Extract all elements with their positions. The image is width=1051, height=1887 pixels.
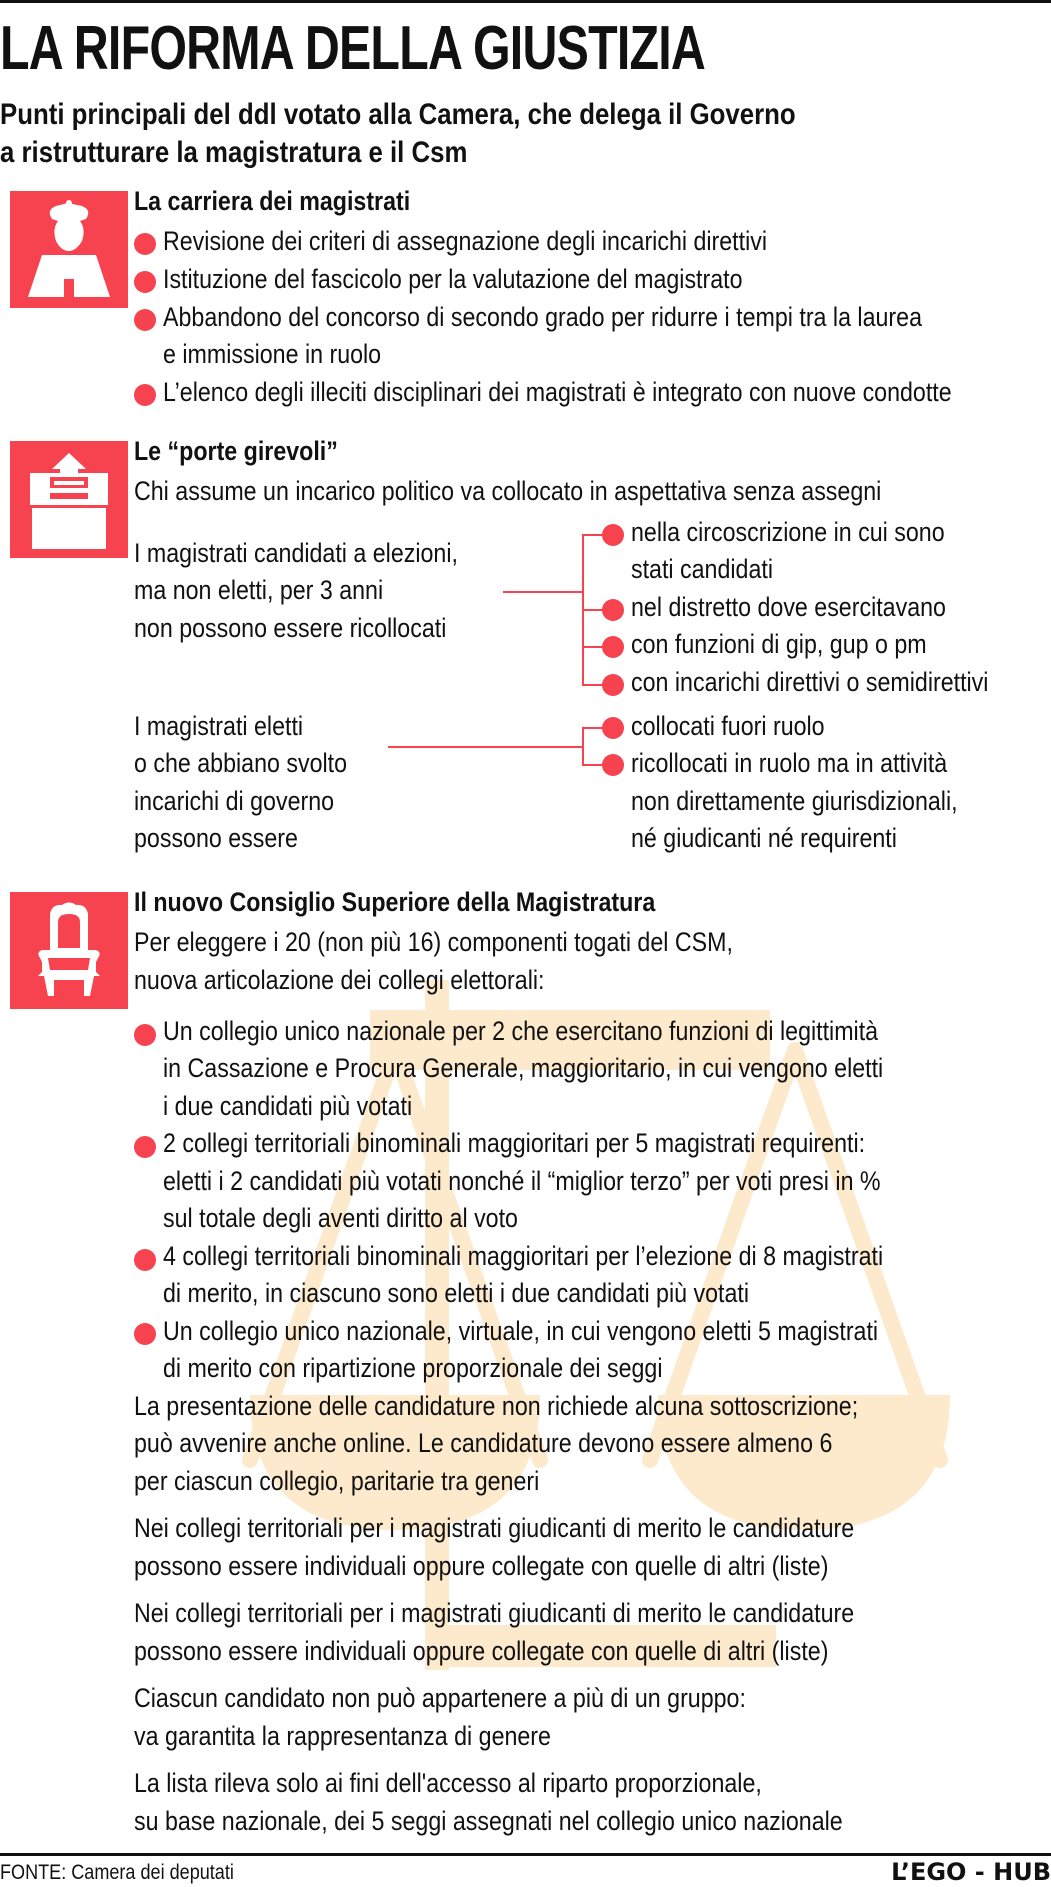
group2-lead: incarichi di governo — [134, 786, 335, 816]
career-bullet: Istituzione del fascicolo per la valutazione del magistrato — [163, 264, 743, 294]
bullet-dot — [134, 309, 156, 331]
bullet-dot — [134, 384, 156, 406]
csm-paragraph: su base nazionale, dei 5 seggi assegnati nel collegio unico nazionale — [134, 1806, 843, 1836]
bullet-dot — [602, 599, 624, 621]
csm-paragraph: possono essere individuali oppure collegate con quelle di altri (liste) — [134, 1551, 829, 1581]
group1-lead: non possono essere ricollocati — [134, 613, 447, 643]
csm-paragraph: per ciascun collegio, paritarie tra generi — [134, 1466, 540, 1496]
csm-bullet: 2 collegi territoriali binominali maggioritari per 5 magistrati requirenti: — [163, 1128, 866, 1158]
subtitle-line: Punti principali del ddl votato alla Camera, che delega il Governo — [0, 98, 796, 131]
group1-branch: con funzioni di gip, gup o pm — [631, 629, 927, 659]
connector-line — [582, 727, 584, 765]
group2-branch-cont: non direttamente giurisdizionali, — [631, 786, 958, 816]
connector-line — [503, 591, 583, 593]
career-bullet-cont: e immissione in ruolo — [163, 339, 382, 369]
csm-paragraph: va garantita la rappresentanza di genere — [134, 1721, 551, 1751]
subtitle-line: a ristrutturare la magistratura e il Csm — [0, 136, 468, 169]
csm-paragraph: possono essere individuali oppure collegate con quelle di altri (liste) — [134, 1636, 829, 1666]
csm-paragraph: La presentazione delle candidature non richiede alcuna sottoscrizione; — [134, 1391, 859, 1421]
group1-branch: con incarichi direttivi o semidirettivi — [631, 667, 989, 697]
group2-branch: ricollocati in ruolo ma in attività — [631, 748, 948, 778]
csm-bullet: 4 collegi territoriali binominali maggioritari per l’elezione di 8 magistrati — [163, 1241, 884, 1271]
bullet-dot — [134, 233, 156, 255]
group1-lead: I magistrati candidati a elezioni, — [134, 538, 458, 568]
section-title-career: La carriera dei magistrati — [134, 186, 411, 216]
throne-chair-icon — [10, 892, 128, 1009]
source-credit: FONTE: Camera dei deputati — [0, 1861, 234, 1884]
career-bullet: Abbandono del concorso di secondo grado per ridurre i tempi tra la laurea — [163, 302, 922, 332]
group2-branch-cont: né giudicanti né requirenti — [631, 823, 897, 853]
career-bullet: L’elenco degli illeciti disciplinari dei magistrati è integrato con nuove condotte — [163, 377, 952, 407]
group2-lead: I magistrati eletti — [134, 711, 304, 741]
csm-bullet-cont: eletti i 2 candidati più votati nonché il “miglior terzo” per voti presi in % — [163, 1166, 881, 1196]
csm-bullet-cont: sul totale degli aventi diritto al voto — [163, 1203, 518, 1233]
bullet-dot — [602, 636, 624, 658]
magistrate-icon — [10, 191, 128, 308]
csm-paragraph: La lista rileva solo ai fini dell'accesso al riparto proporzionale, — [134, 1768, 762, 1798]
section-title-csm: Il nuovo Consiglio Superiore della Magistratura — [134, 887, 656, 917]
group1-branch: nella circoscrizione in cui sono — [631, 517, 945, 547]
csm-paragraph: Ciascun candidato non può appartenere a più di un gruppo: — [134, 1683, 746, 1713]
bullet-dot — [134, 1249, 156, 1271]
csm-intro: nuova articolazione dei collegi elettorali: — [134, 965, 545, 995]
group1-branch: nel distretto dove esercitavano — [631, 592, 946, 622]
csm-bullet-cont: di merito, in ciascuno sono eletti i due candidati più votati — [163, 1278, 750, 1308]
bullet-dot — [134, 1024, 156, 1046]
brand-logo: L’EGO - HUB — [891, 1858, 1051, 1886]
career-bullet: Revisione dei criteri di assegnazione degli incarichi direttivi — [163, 226, 768, 256]
group2-branch: collocati fuori ruolo — [631, 711, 825, 741]
csm-paragraph: Nei collegi territoriali per i magistrati giudicanti di merito le candidature — [134, 1513, 855, 1543]
section-title-revolving: Le “porte girevoli” — [134, 436, 338, 466]
csm-bullet: Un collegio unico nazionale, virtuale, in cui vengono eletti 5 magistrati — [163, 1316, 879, 1346]
bullet-dot — [602, 717, 624, 739]
group2-lead: possono essere — [134, 823, 298, 853]
bullet-dot — [602, 754, 624, 776]
csm-bullet: Un collegio unico nazionale per 2 che esercitano funzioni di legittimità — [163, 1016, 879, 1046]
csm-bullet-cont: di merito con ripartizione proporzionale dei seggi — [163, 1353, 663, 1383]
bullet-dot — [134, 1323, 156, 1345]
csm-bullet-cont: i due candidati più votati — [163, 1091, 413, 1121]
csm-paragraph: Nei collegi territoriali per i magistrati giudicanti di merito le candidature — [134, 1598, 855, 1628]
group1-branch-cont: stati candidati — [631, 554, 773, 584]
csm-bullet-cont: in Cassazione e Procura Generale, maggioritario, in cui vengono eletti — [163, 1053, 884, 1083]
page-title: LA RIFORMA DELLA GIUSTIZIA — [0, 14, 706, 83]
bullet-dot — [134, 1136, 156, 1158]
csm-intro: Per eleggere i 20 (non più 16) componenti togati del CSM, — [134, 927, 733, 957]
bullet-dot — [602, 524, 624, 546]
subtitle — [0, 96, 796, 172]
group1-lead: ma non eletti, per 3 anni — [134, 575, 384, 605]
revolving-intro: Chi assume un incarico politico va collocato in aspettativa senza assegni — [134, 476, 882, 506]
ballot-box-icon — [10, 441, 128, 558]
csm-paragraph: può avvenire anche online. Le candidature devono essere almeno 6 — [134, 1428, 833, 1458]
footer-rule — [0, 1853, 1051, 1856]
top-rule — [0, 0, 1051, 3]
connector-line — [388, 746, 583, 748]
group2-lead: o che abbiano svolto — [134, 748, 348, 778]
bullet-dot — [602, 674, 624, 696]
bullet-dot — [134, 271, 156, 293]
